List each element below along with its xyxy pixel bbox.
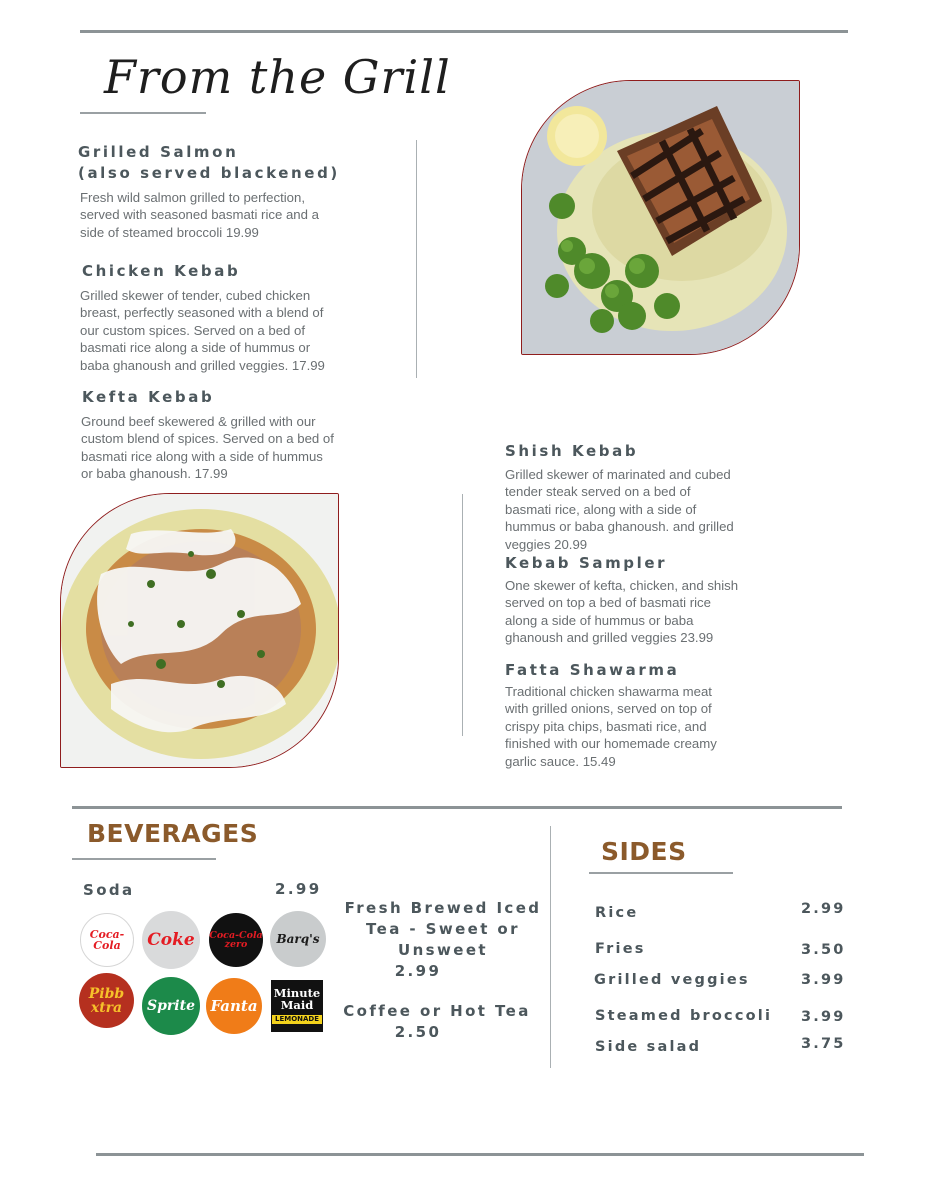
side-price-grilled-veggies: 3.99 [801, 972, 846, 988]
side-name-side-salad: Side salad [595, 1039, 702, 1055]
beverages-underline [72, 858, 216, 860]
item-title-shish-kebab: Shish Kebab [505, 442, 639, 460]
side-name-steamed-broccoli: Steamed broccoli [595, 1008, 773, 1024]
item-desc-kefta-kebab: Ground beef skewered & grilled with our custom blend of spices. Served on a bed of basmati rice along with a side of hummus or baba ghanoush. 17.99 [81, 414, 334, 482]
grill-heading-underline [80, 112, 206, 114]
side-name-rice: Rice [595, 905, 639, 921]
sprite-logo: Sprite [142, 977, 200, 1035]
item-desc-chicken-kebab: Grilled skewer of tender, cubed chicken breast, perfectly seasoned with a blend of our custom spices. Served on a bed of basmati rice along a side of hummus or baba ghanoush and grilled veggies. 17.99 [80, 288, 325, 373]
item-desc-kebab-sampler: One skewer of kefta, chicken, and shish served on top a bed of basmati rice along a side of hummus or baba ghanoush and grilled veggies 23.99 [505, 578, 739, 646]
item-desc-shish-kebab: Grilled skewer of marinated and cubed tender steak served on a bed of basmati rice, along with a side of hummus or baba ghanoush. and grilled veggies 20.99 [505, 467, 734, 552]
salmon-photo [521, 80, 800, 355]
bev-sides-divider [550, 826, 551, 1068]
section-rule [72, 806, 842, 809]
item-title-fatta-shawarma: Fatta Shawarma [505, 661, 680, 679]
bottom-rule [96, 1153, 864, 1156]
grill-heading: From the Grill [104, 50, 451, 104]
side-price-steamed-broccoli: 3.99 [801, 1009, 846, 1025]
soda-label: Soda [83, 881, 135, 899]
item-title-grilled-salmon: Grilled Salmon [78, 143, 239, 161]
item-desc-fatta-shawarma: Traditional chicken shawarma meat with grilled onions, served on top of crispy pita chips, basmati rice, and finished with our homemade creamy garlic sauce. 15.49 [505, 684, 717, 769]
item-title-chicken-kebab: Chicken Kebab [82, 262, 241, 280]
item-subtitle-grilled-salmon: (also served blackened) [78, 164, 340, 182]
fatta-shawarma-photo [60, 493, 339, 768]
sides-heading: SIDES [601, 837, 687, 866]
grill-divider-bottom [462, 494, 463, 736]
sides-underline [589, 872, 733, 874]
side-name-grilled-veggies: Grilled veggies [594, 972, 750, 988]
grill-divider-top [416, 140, 417, 378]
item-title-kefta-kebab: Kefta Kebab [82, 388, 215, 406]
item-title-kebab-sampler: Kebab Sampler [505, 554, 668, 572]
minute-maid-logo: Minute Maid LEMONADE [271, 980, 323, 1032]
item-desc-grilled-salmon: Fresh wild salmon grilled to perfection, served with seasoned basmati rice and a side of steamed broccoli 19.99 [80, 190, 319, 240]
side-price-side-salad: 3.75 [801, 1036, 846, 1052]
coca-cola-logo: Coca-Cola [80, 913, 134, 967]
beverages-heading: BEVERAGES [87, 819, 259, 848]
salmon-plate-illustration [522, 81, 799, 354]
shawarma-plate-illustration [61, 494, 338, 767]
side-price-rice: 2.99 [801, 901, 846, 917]
top-rule [80, 30, 848, 33]
barqs-logo: Barq's [270, 911, 326, 967]
side-price-fries: 3.50 [801, 942, 846, 958]
soda-price: 2.99 [275, 880, 322, 898]
coke-zero-logo: Coca-Cola zero [209, 913, 263, 967]
pibb-logo: Pibb xtra [79, 973, 134, 1028]
fanta-logo: Fanta [206, 978, 262, 1034]
coffee-text: Coffee or Hot Tea 2.50 [343, 1002, 531, 1041]
side-name-fries: Fries [595, 941, 646, 957]
iced-tea-text: Fresh Brewed Iced Tea - Sweet or Unsweet 2.99 [344, 899, 542, 980]
diet-coke-logo: Coke [142, 911, 200, 969]
